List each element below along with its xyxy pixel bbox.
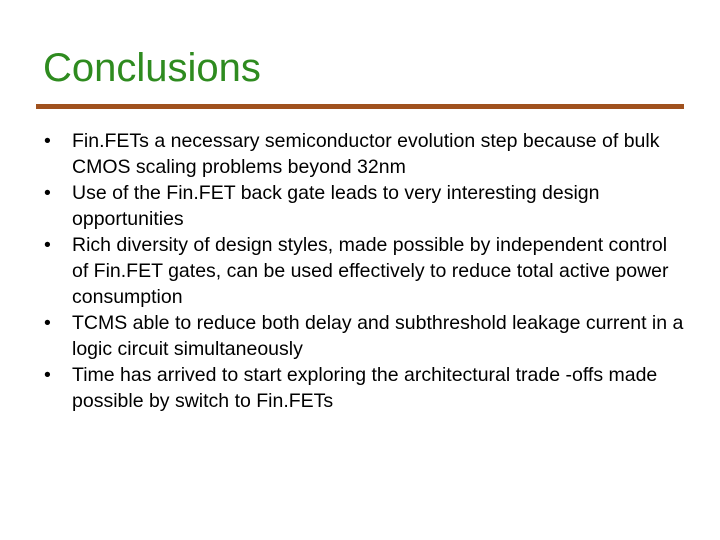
title-divider (36, 104, 684, 109)
bullet-text: Rich diversity of design styles, made possible by independent control of Fin.FET gates, can be used effectively to reduce total active power consumption (72, 234, 669, 308)
bullet-icon: • (44, 364, 51, 386)
bullet-list (44, 128, 684, 414)
slide-title: Conclusions (43, 46, 261, 90)
bullet-text: TCMS able to reduce both delay and subthreshold leakage current in a logic circuit simultaneously (72, 312, 684, 360)
list-item (44, 180, 684, 232)
bullet-text: Use of the Fin.FET back gate leads to very interesting design opportunities (72, 182, 600, 230)
bullet-icon: • (44, 182, 51, 204)
list-item (44, 128, 684, 180)
bullet-icon: • (44, 234, 51, 256)
list-item (44, 232, 684, 310)
list-item (44, 310, 684, 362)
bullet-icon: • (44, 130, 51, 152)
bullet-icon: • (44, 312, 51, 334)
bullet-text: Fin.FETs a necessary semiconductor evolution step because of bulk CMOS scaling problems beyond 32nm (72, 130, 660, 178)
bullet-text: Time has arrived to start exploring the architectural trade -offs made possible by switch to Fin.FETs (72, 364, 658, 412)
list-item (44, 362, 684, 414)
